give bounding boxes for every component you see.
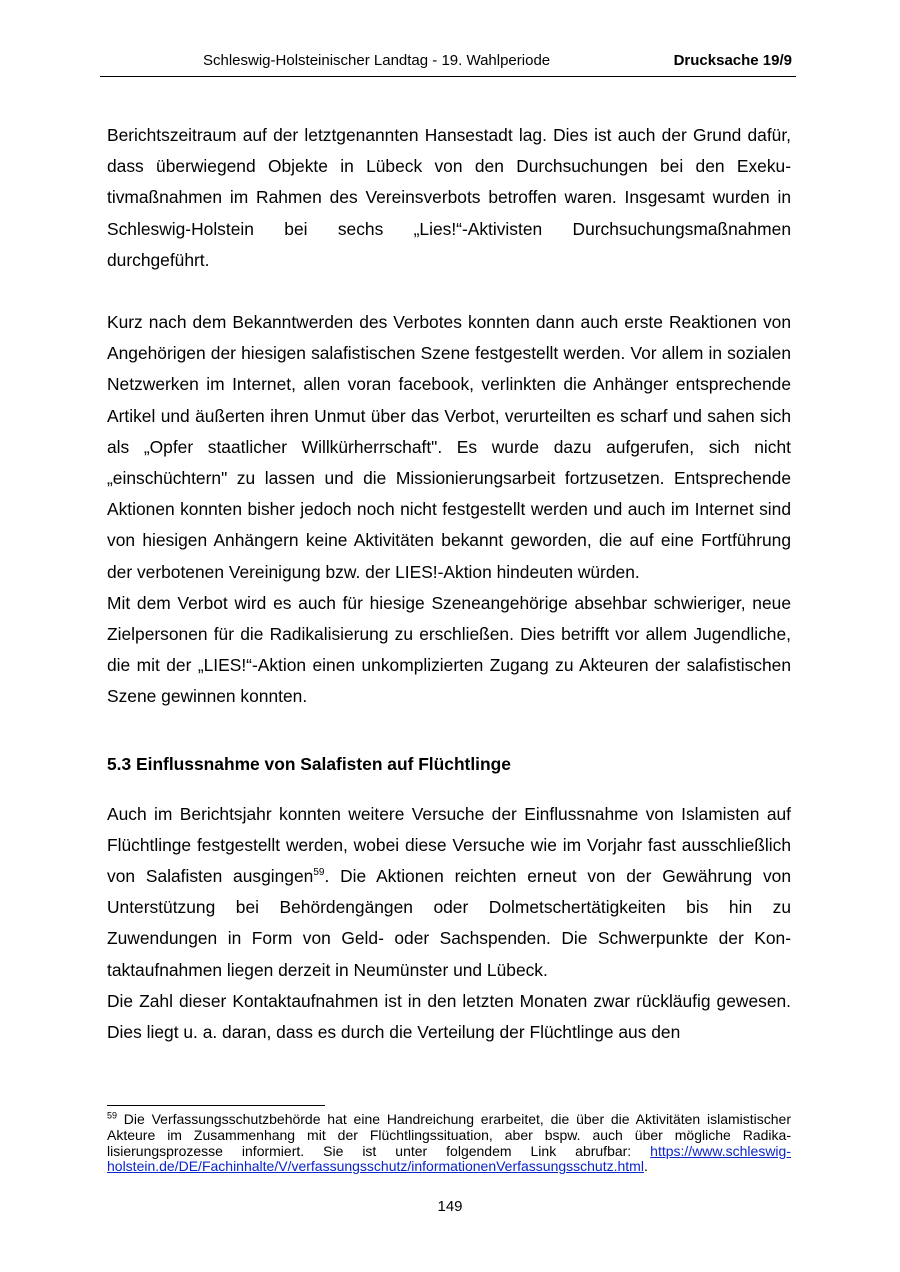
header-title: Schleswig-Holsteinischer Landtag - 19. Wahlperiode xyxy=(203,52,551,69)
paragraph-3: Mit dem Verbot wird es auch für hiesige Szeneangehörige absehbar schwieriger, neue Zielpersonen für die Radikalisierung zu erschließen. Dies betrifft vor allem Jugendliche, die mit der „LIES!“-Aktion einen unkomplizierten Zugang zu Akteuren der salafistischen Szene gewinnen konnten. xyxy=(107,592,791,707)
document-number: Drucksache 19/9 xyxy=(673,52,792,69)
footnote-link[interactable]: https://www.schleswig-holstein.de/DE/Fachinhalte/V/verfassungsschutz/informationenVerfassungsschutz.html xyxy=(107,1142,791,1175)
page-header xyxy=(100,52,796,77)
section-paragraph-1-text: Auch im Berichtsjahr konnten weitere Versuche der Einflussnahme von Islamisten auf Flüchtlinge festgestellt werden, wobei diese Versuche wie im Vorjahr fast ausschließlich von Salafisten ausgingen xyxy=(107,803,791,887)
footnote-number: 59 xyxy=(107,1110,118,1121)
footnote-text: Die Verfassungsschutzbehörde hat eine Handreichung erarbeitet, die über die Aktivitäten islamistischer Akteure im Zusammenhang mit der Flüchtlingssituation, aber bspw. auch über mögliche Radikalisierungsprozesse informiert. Sie ist unter folgendem Link abrufbar: xyxy=(107,1111,791,1159)
section-heading: 5.3 Einflussnahme von Salafisten auf Flüchtlinge xyxy=(107,753,511,774)
footnote-reference[interactable]: 59 xyxy=(313,867,325,879)
footnote xyxy=(107,1112,791,1175)
section-paragraph-1-text-cont: . Die Aktionen reichten erneut von der Gewährung von Unterstützung bei Behördengängen oder Dolmetschertätigkeiten bis hin zu Zuwendungen in Form von Geld- oder Sachspenden. Die Schwerpunkte der Kontaktaufnahmen liegen derzeit in Neumünster und Lübeck. xyxy=(107,866,791,980)
section-paragraph-2: Die Zahl dieser Kontaktaufnahmen ist in den letzten Monaten zwar rückläufig gewesen. Dies liegt u. a. daran, dass es durch die Verteilung der Flüchtlinge aus den xyxy=(107,990,791,1043)
page-number: 149 xyxy=(437,1198,463,1215)
paragraph-1: Berichtszeitraum auf der letztgenannten Hansestadt lag. Dies ist auch der Grund dafür, dass überwiegend Objekte in Lübeck von den Durchsuchungen bei den Exekutivmaßnahmen im Rahmen des Vereinsverbots betroffen waren. Insgesamt wurden in Schleswig-Holstein bei sechs „Lies!“-Aktivisten Durchsuchungsmaßnahmen durchgeführt. xyxy=(107,125,791,270)
section-paragraph-1 xyxy=(107,799,791,986)
footnote-end: . xyxy=(643,1158,648,1175)
page-body xyxy=(107,120,791,1048)
paragraph-2: Kurz nach dem Bekanntwerden des Verbotes konnten dann auch erste Reaktionen von Angehörigen der hiesigen salafistischen Szene festgestellt werden. Vor allem in sozialen Netzwerken im Internet, allen voran facebook, verlinkten die Anhänger entsprechende Artikel und äußerten ihren Unmut über das Verbot, verurteilten es scharf und sahen sich als „Opfer staatlicher Willkürherrschaft". Es wurde dazu aufgerufen, sich nicht „einschüchtern" zu lassen und die Missionierungsarbeit fortzusetzen. Entsprechende Aktionen konnten bisher jedoch noch nicht festgestellt werden und auch im Internet sind von hiesigen Anhängern keine Aktivitäten bekannt geworden, die auf eine Fortführung der verbotenen Vereinigung bzw. der LIES!-Aktion hindeuten würden. xyxy=(107,312,791,582)
footnote-divider xyxy=(107,1105,325,1106)
